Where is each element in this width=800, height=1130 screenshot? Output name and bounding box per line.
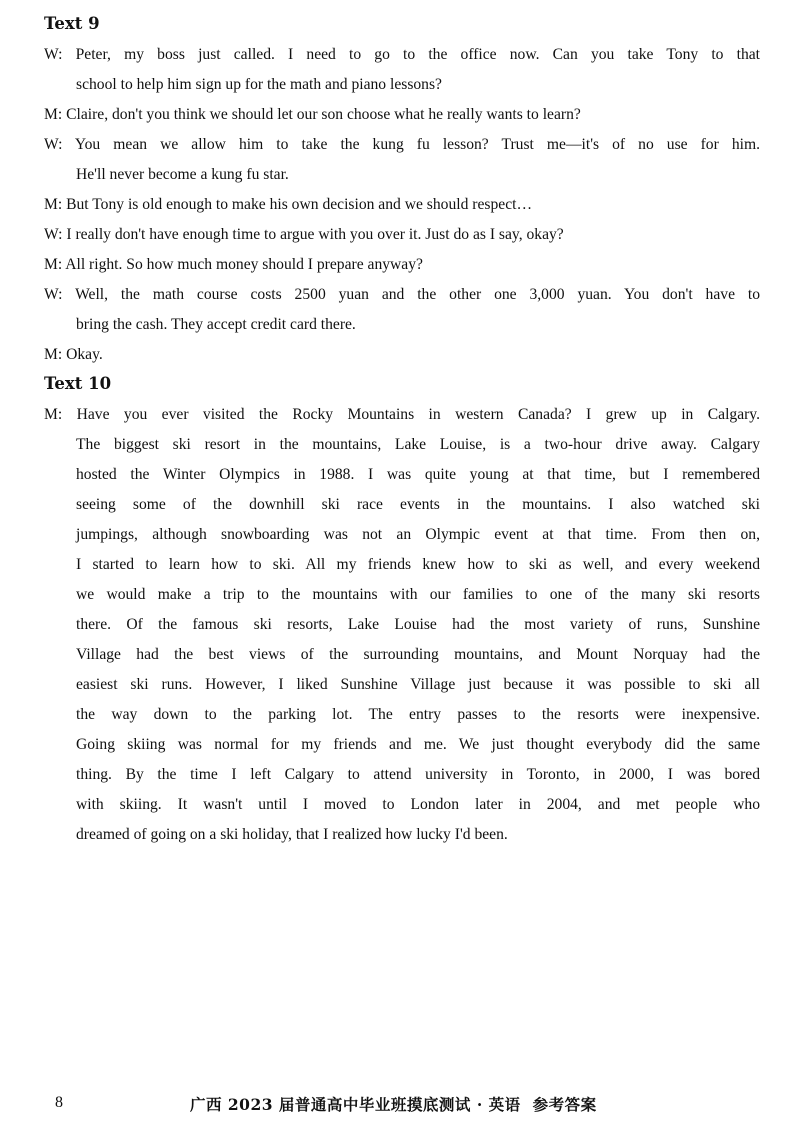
dialogue-turn <box>44 40 760 100</box>
monologue-paragraph <box>44 400 760 850</box>
page-number: 8 <box>55 1094 63 1111</box>
dialogue-turn <box>44 130 760 190</box>
exam-title: 广西 2023 届普通高中毕业班摸底测试 · 英语 <box>190 1095 521 1114</box>
paragraph-line: M: Have you ever visited the Rocky Mountains in western Canada? I grew up in Calgary. <box>44 406 760 423</box>
dialogue-turn <box>44 220 760 250</box>
dialogue-line: M: All right. So how much money should I prepare anyway? <box>44 256 423 273</box>
paragraph-line: there. Of the famous ski resorts, Lake Louise had the most variety of runs, Sunshine <box>76 616 760 633</box>
paragraph-line: Going skiing was normal for my friends and me. We just thought everybody did the same <box>76 736 760 753</box>
answer-key-label: 参考答案 <box>532 1095 597 1114</box>
dialogue-line: W: Peter, my boss just called. I need to go to the office now. Can you take Tony to that <box>44 46 760 63</box>
paragraph-line: with skiing. It wasn't until I moved to London later in 2004, and met people who <box>76 796 760 813</box>
paragraph-line: easiest ski runs. However, I liked Sunshine Village just because it was possible to ski all <box>76 676 760 693</box>
dialogue-turn <box>44 340 760 370</box>
paragraph-line: Village had the best views of the surrounding mountains, and Mount Norquay had the <box>76 646 760 663</box>
text10-title: Text 10 <box>44 374 112 393</box>
paragraph-line: jumpings, although snowboarding was not an Olympic event at that time. From then on, <box>76 526 760 543</box>
dialogue-line: bring the cash. They accept credit card there. <box>76 316 356 333</box>
paragraph-line: I started to learn how to ski. All my friends knew how to ski as well, and every weekend <box>76 556 760 573</box>
page-footer <box>190 1093 597 1115</box>
paragraph-line: we would make a trip to the mountains with our families to one of the many ski resorts <box>76 586 760 603</box>
dialogue-line: W: Well, the math course costs 2500 yuan and the other one 3,000 yuan. You don't have to <box>44 286 760 303</box>
dialogue-line: M: Claire, don't you think we should let our son choose what he really wants to learn? <box>44 106 581 123</box>
paragraph-line: The biggest ski resort in the mountains, Lake Louise, is a two-hour drive away. Calgary <box>76 436 760 453</box>
dialogue-line: W: I really don't have enough time to argue with you over it. Just do as I say, okay? <box>44 226 564 243</box>
paragraph-line: dreamed of going on a ski holiday, that I realized how lucky I'd been. <box>76 826 508 843</box>
dialogue-turn <box>44 190 760 220</box>
dialogue-turn <box>44 280 760 340</box>
dialogue-line: school to help him sign up for the math and piano lessons? <box>76 76 442 93</box>
dialogue-line: M: But Tony is old enough to make his own decision and we should respect… <box>44 196 533 213</box>
paragraph-line: thing. By the time I left Calgary to attend university in Toronto, in 2000, I was bored <box>76 766 760 783</box>
paragraph-line: hosted the Winter Olympics in 1988. I was quite young at that time, but I remembered <box>76 466 760 483</box>
paragraph-line: the way down to the parking lot. The entry passes to the resorts were inexpensive. <box>76 706 760 723</box>
dialogue-line: M: Okay. <box>44 346 103 363</box>
dialogue-line: W: You mean we allow him to take the kung fu lesson? Trust me—it's of no use for him. <box>44 136 760 153</box>
paragraph-line: seeing some of the downhill ski race events in the mountains. I also watched ski <box>76 496 760 513</box>
dialogue-turn <box>44 250 760 280</box>
text9-title: Text 9 <box>44 14 100 33</box>
dialogue-turn <box>44 100 760 130</box>
dialogue-line: He'll never become a kung fu star. <box>76 166 289 183</box>
